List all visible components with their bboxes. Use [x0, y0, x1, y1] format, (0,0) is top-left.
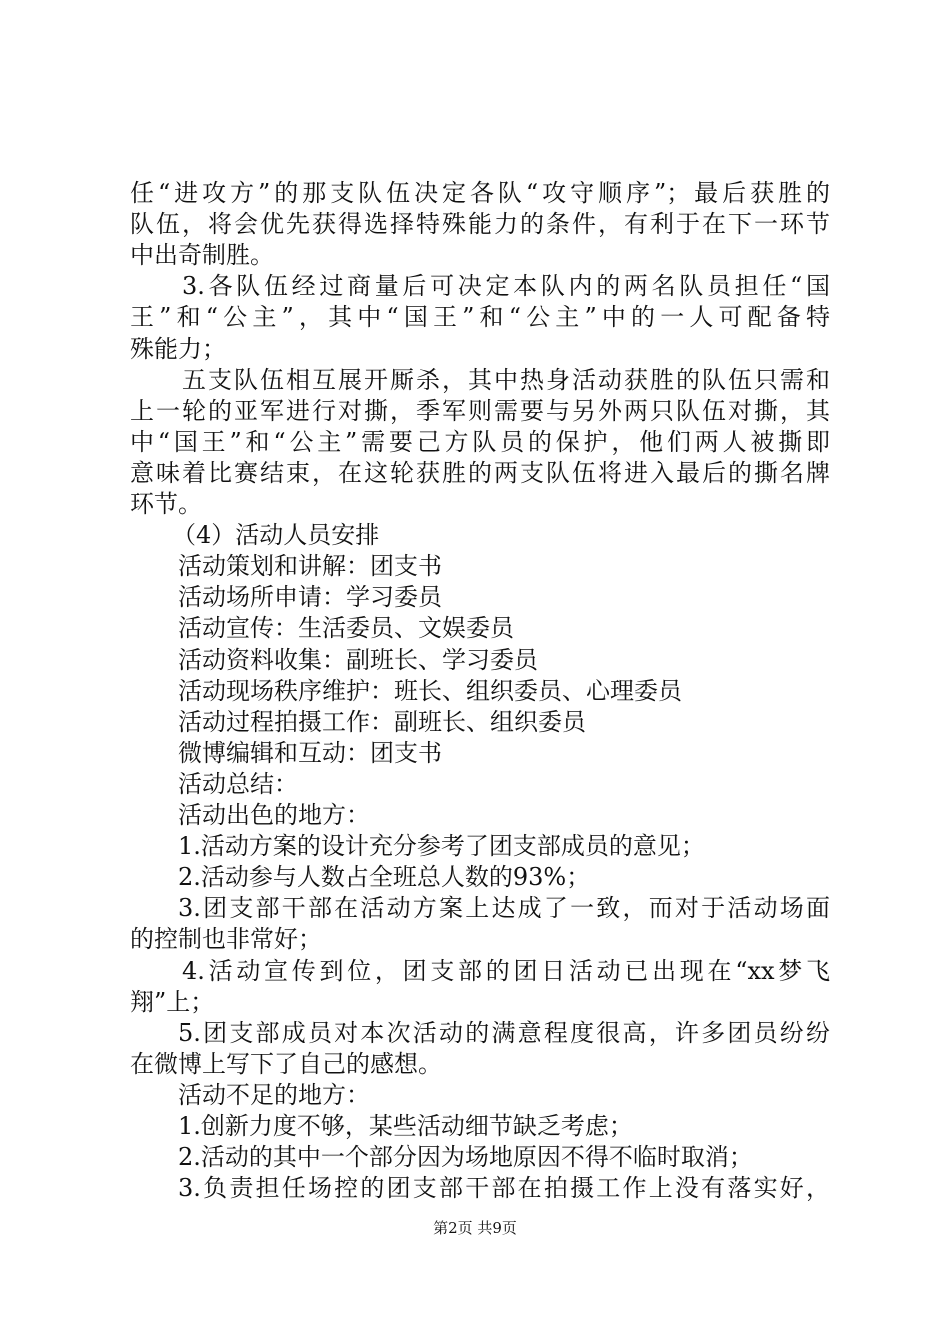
text-line: 活动宣传：生活委员、文娱委员	[178, 614, 514, 643]
text-line: 上一轮的亚军进行对撕，季军则需要与另外两只队伍对撕，其	[130, 396, 830, 425]
text-line: 活动现场秩序维护：班长、组织委员、心理委员	[178, 676, 682, 705]
text-line: 活动场所申请：学习委员	[178, 583, 442, 612]
text-line: 3.各队伍经过商量后可决定本队内的两名队员担任“国	[182, 272, 830, 301]
text-line: 五支队伍相互展开厮杀，其中热身活动获胜的队伍只需和	[182, 365, 830, 394]
text-line: 3.负责担任场控的团支部干部在拍摄工作上没有落实好，	[178, 1174, 830, 1203]
text-line: 殊能力；	[130, 334, 226, 363]
text-line: 活动出色的地方：	[178, 801, 370, 829]
text-line: 活动过程拍摄工作：副班长、组织委员	[178, 707, 586, 736]
page-footer: 第2页 共9页	[433, 1219, 517, 1237]
text-line: 1.活动方案的设计充分参考了团支部成员的意见；	[178, 832, 705, 861]
text-line: 2.活动的其中一个部分因为场地原因不得不临时取消；	[178, 1143, 753, 1172]
text-line: 活动策划和讲解：团支书	[178, 552, 442, 581]
text-line: 翔”上；	[130, 987, 215, 1016]
text-line: 队伍，将会优先获得选择特殊能力的条件，有利于在下一环节	[130, 210, 830, 239]
text-line: 5.团支部成员对本次活动的满意程度很高，许多团员纷纷	[178, 1018, 830, 1047]
text-line: 在微博上写下了自己的感想。	[130, 1049, 442, 1078]
text-line: 3.团支部干部在活动方案上达成了一致，而对于活动场面	[178, 894, 830, 923]
text-line: 2.活动参与人数占全班总人数的93%；	[178, 863, 591, 892]
text-line: 中“国王”和“公主”需要己方队员的保护，他们两人被撕即	[130, 427, 830, 456]
text-line: 活动总结：	[178, 769, 298, 798]
text-line: 1.创新力度不够，某些活动细节缺乏考虑；	[178, 1112, 633, 1140]
text-line: （4）活动人员安排	[172, 521, 380, 550]
text-line: 的控制也非常好；	[130, 925, 322, 954]
text-line: 意味着比赛结束，在这轮获胜的两支队伍将进入最后的撕名牌	[130, 458, 830, 487]
text-line: 王”和“公主”，其中“国王”和“公主”中的一人可配备特	[130, 303, 830, 332]
text-line: 活动不足的地方：	[178, 1080, 370, 1109]
text-line: 微博编辑和互动：团支书	[178, 738, 442, 767]
text-line: 中出奇制胜。	[130, 241, 274, 270]
text-line: 任“进攻方”的那支队伍决定各队“攻守顺序”；最后获胜的	[130, 179, 830, 207]
text-line: 环节。	[130, 490, 202, 518]
text-line: 4.活动宣传到位，团支部的团日活动已出现在“xx梦飞	[182, 956, 830, 985]
text-line: 活动资料收集：副班长、学习委员	[178, 645, 538, 674]
